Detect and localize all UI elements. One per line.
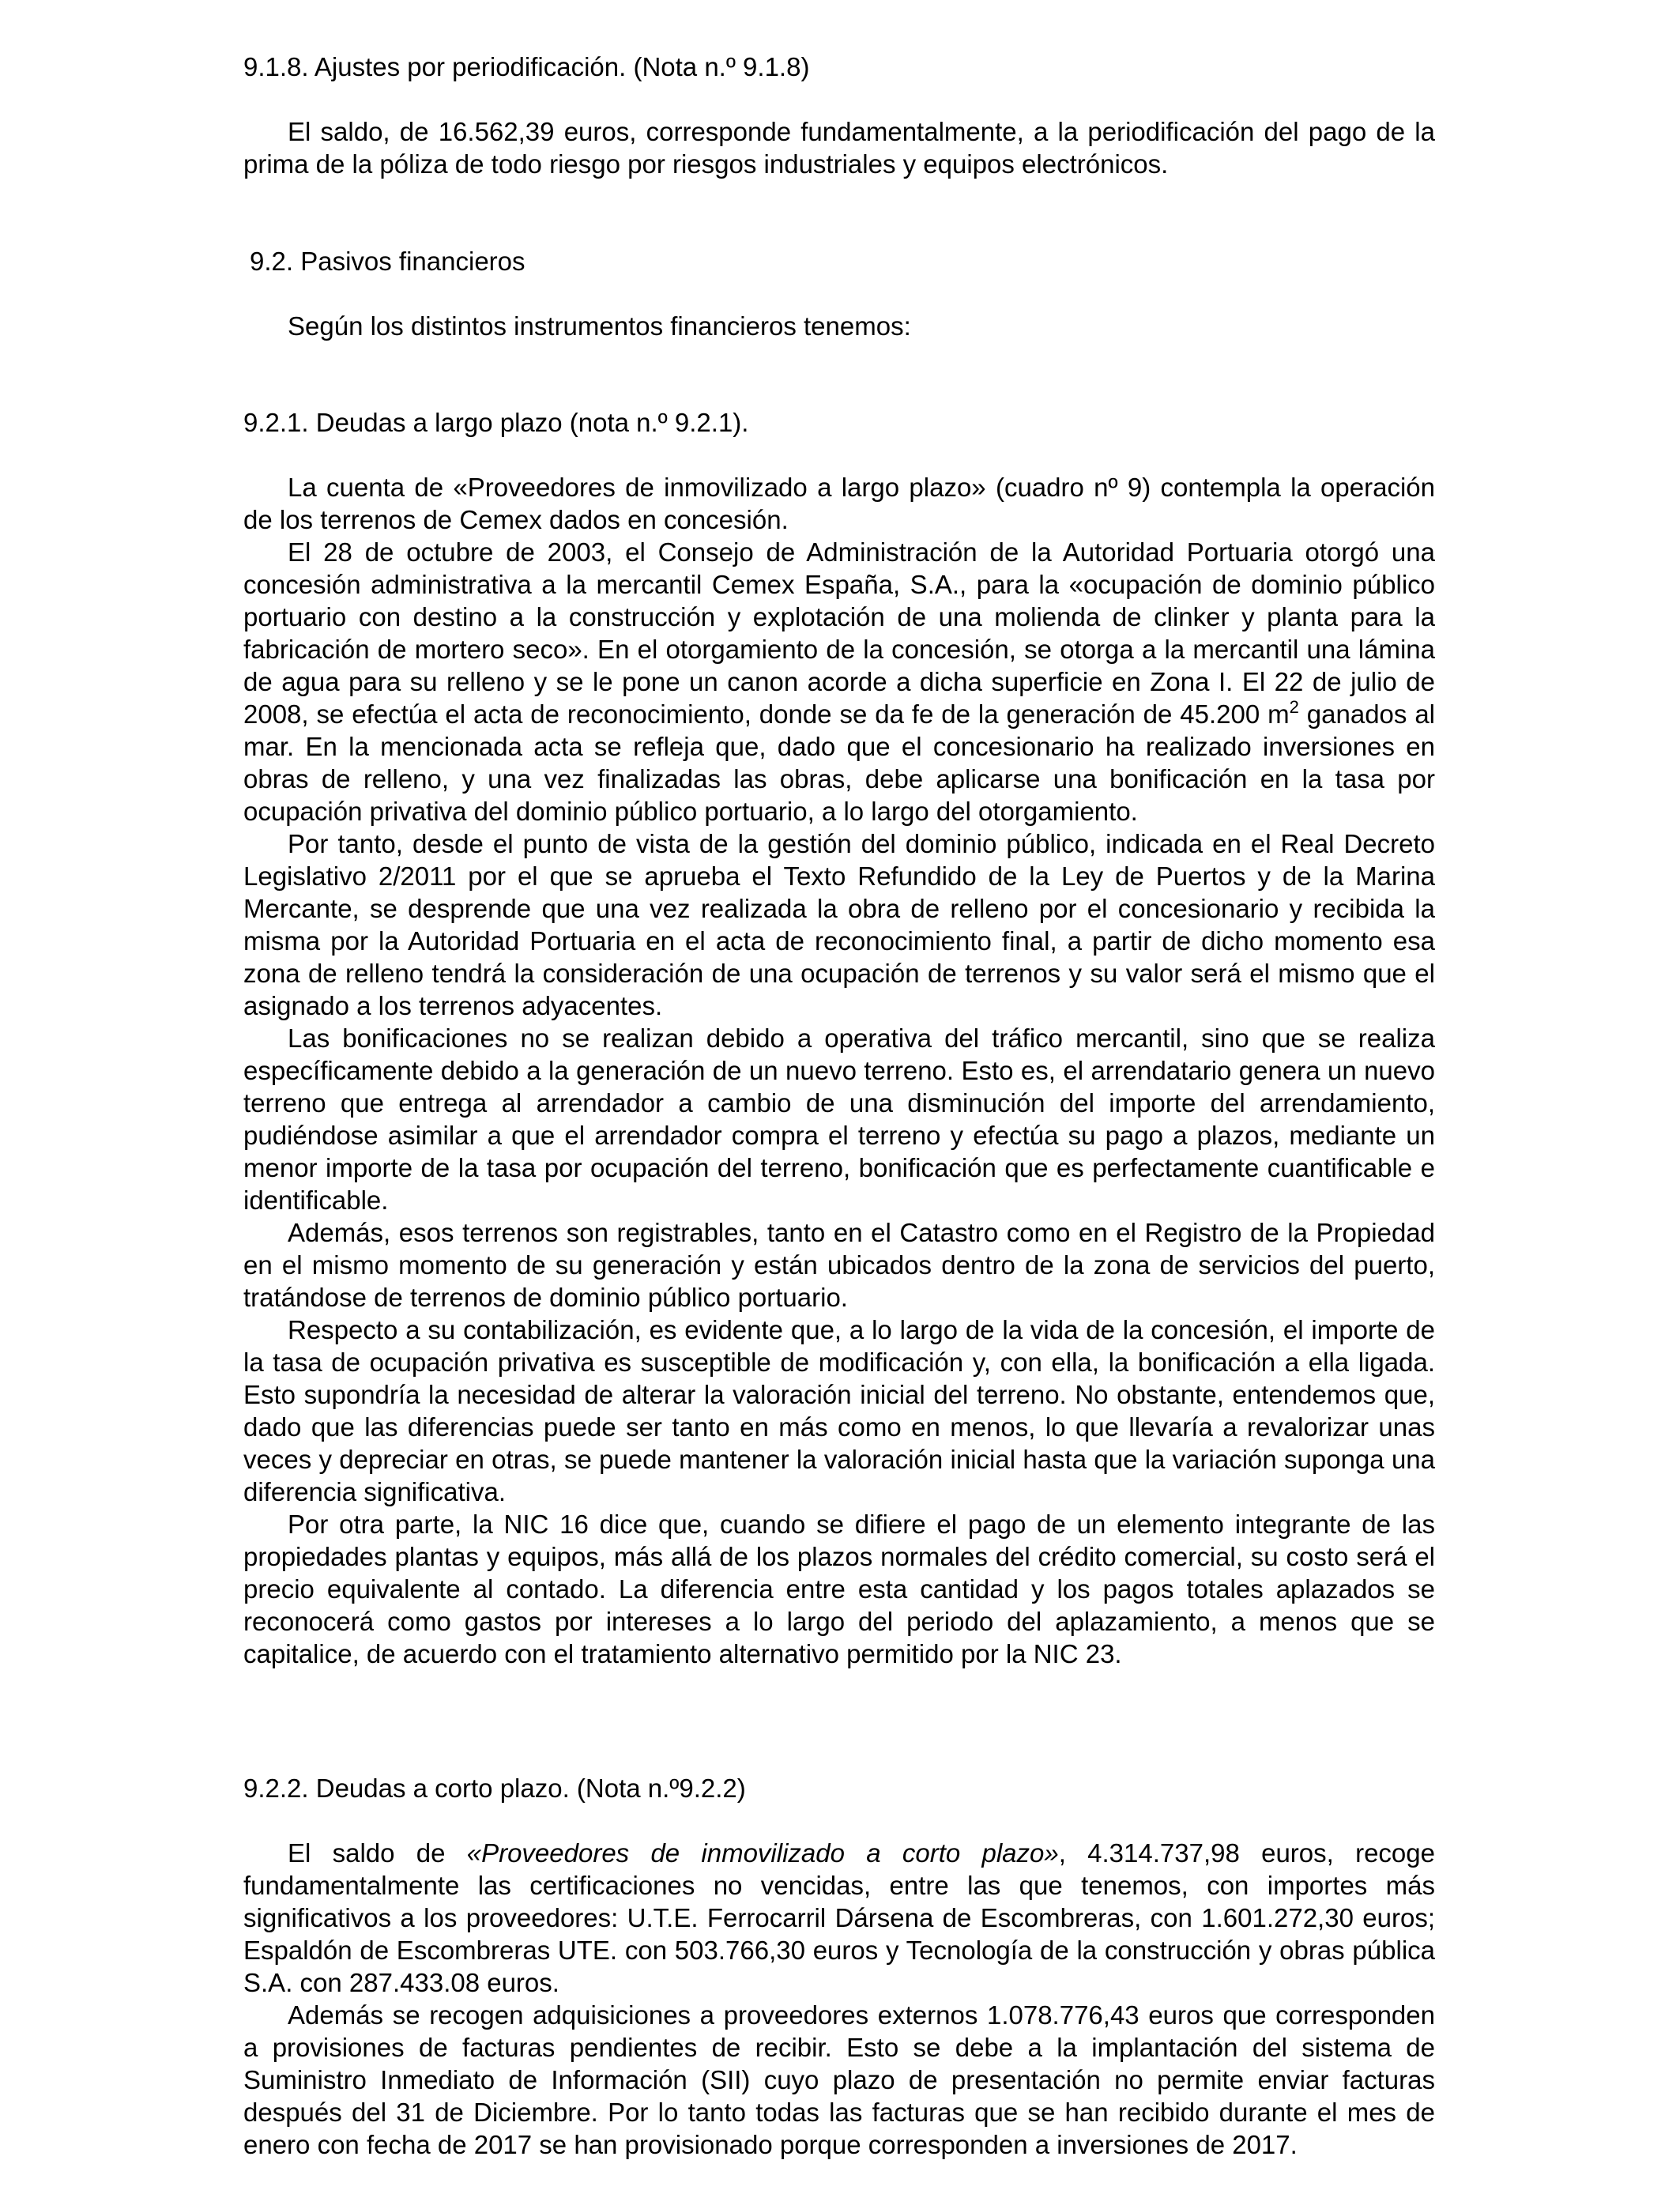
paragraph-nic-16: Por otra parte, la NIC 16 dice que, cuando se difiere el pago de un elemento integrante de las propiedades plantas y equipos, más allá de los plazos normales del crédito comercial, su costo será el precio equivalente al contado. La diferencia entre esta cantidad y los pagos totales aplazados se reconocerá como gastos por intereses a lo largo del periodo del aplazamiento, a menos que se capitalice, de acuerdo con el tratamiento alternativo permitido por la NIC 23.	[243, 1510, 1435, 1668]
paragraph-cemex-concesion	[243, 536, 1435, 827]
paragraph-proveedores-corto-plazo	[243, 1837, 1435, 1999]
section-9-2-1-body	[243, 471, 1435, 1670]
paragraph-gestion-dominio-publico: Por tanto, desde el punto de vista de la gestión del dominio público, indicada en el Real Decreto Legislativo 2/2011 por el que se aprueba el Texto Refundido de la Ley de Puertos y de la Marina Mercante, se desprende que una vez realizada la obra de relleno por el concesionario y recibida la misma por la Autoridad Portuaria en el acta de reconocimiento final, a partir de dicho momento esa zona de relleno tendrá la consideración de una ocupación de terrenos y su valor será el mismo que el asignado a los terrenos adyacentes.	[243, 829, 1435, 1020]
corto-plazo-text-a: El saldo de	[288, 1838, 467, 1868]
paragraph-9-2-intro: Según los distintos instrumentos financieros tenemos:	[288, 311, 911, 341]
heading-9-2: 9.2. Pasivos financieros	[250, 247, 525, 276]
corto-plazo-text-b: , 4.314.737,98 euros, recoge fundamentalmente las certificaciones no vencidas, entre las que tenemos, con importes más significativos a los proveedores: U.T.E. Ferrocarril Dársena de Escombreras, con 1.601.272,30 euros; Espaldón de Escombreras UTE. con 503.766,30 euros y Tecnología de la construcción y obras pública S.A. con 287.433.08 euros.	[243, 1838, 1435, 1997]
heading-9-1-8: 9.1.8. Ajustes por periodificación. (Nota n.º 9.1.8)	[243, 52, 810, 81]
paragraph-terrenos-registrables: Además, esos terrenos son registrables, tanto en el Catastro como en el Registro de la Propiedad en el mismo momento de su generación y están ubicados dentro de la zona de servicios del puerto, tratándose de terrenos de dominio público portuario.	[243, 1218, 1435, 1312]
cemex-text-b: ganados al mar. En la mencionada acta se refleja que, dado que el concesionario ha realizado inversiones en obras de relleno, y una vez finalizadas las obras, debe aplicarse una bonificación en la tasa por ocupación privativa del dominio público portuario, a lo largo del otorgamiento.	[243, 699, 1435, 826]
section-9-2-2-body	[243, 1837, 1435, 2161]
superscript-2: 2	[1289, 697, 1299, 717]
paragraph-bonificaciones: Las bonificaciones no se realizan debido a operativa del tráfico mercantil, sino que se realiza específicamente debido a la generación de un nuevo terreno. Esto es, el arrendatario genera un nuevo terreno que entrega al arrendador a cambio de una disminución del importe del arrendamiento, pudiéndose asimilar a que el arrendador compra el terreno y efectúa su pago a plazos, mediante un menor importe de la tasa por ocupación del terreno, bonificación que es perfectamente cuantificable e identificable.	[243, 1023, 1435, 1215]
corto-plazo-emphasis: «Proveedores de inmovilizado a corto plazo»	[466, 1838, 1059, 1868]
heading-9-2-1: 9.2.1. Deudas a largo plazo (nota n.º 9.2.1).	[243, 408, 749, 437]
paragraph-contabilizacion: Respecto a su contabilización, es evidente que, a lo largo de la vida de la concesión, el importe de la tasa de ocupación privativa es susceptible de modificación y, con ella, la bonificación a ella ligada. Esto supondría la necesidad de alterar la valoración inicial del terreno. No obstante, entendemos que, dado que las diferencias puede ser tanto en más como en menos, lo que llevaría a revalorizar unas veces y depreciar en otras, se puede mantener la valoración inicial hasta que la variación suponga una diferencia significativa.	[243, 1315, 1435, 1506]
heading-9-2-2: 9.2.2. Deudas a corto plazo. (Nota n.º9.2.2)	[243, 1774, 746, 1803]
cemex-text-a: El 28 de octubre de 2003, el Consejo de Administración de la Autoridad Portuaria otorgó una concesión administrativa a la mercantil Cemex España, S.A., para la «ocupación de dominio público portuario con destino a la construcción y explotación de una molienda de clinker y planta para la fabricación de mortero seco». En el otorgamiento de la concesión, se otorga a la mercantil una lámina de agua para su relleno y se le pone un canon acorde a dicha superficie en Zona I. El 22 de julio de 2008, se efectúa el acta de reconocimiento, donde se da fe de la generación de 45.200 m	[243, 537, 1435, 729]
paragraph-proveedores-externos: Además se recogen adquisiciones a proveedores externos 1.078.776,43 euros que corresponden a provisiones de facturas pendientes de recibir. Esto se debe a la implantación del sistema de Suministro Inmediato de Información (SII) cuyo plazo de presentación no permite enviar facturas después del 31 de Diciembre. Por lo tanto todas las facturas que se han recibido durante el mes de enero con fecha de 2017 se han provisionado porque corresponden a inversiones de 2017.	[243, 2000, 1435, 2159]
paragraph-proveedores-largo-plazo: La cuenta de «Proveedores de inmovilizado a largo plazo» (cuadro nº 9) contempla la operación de los terrenos de Cemex dados en concesión.	[243, 473, 1435, 534]
paragraph-9-1-8: El saldo, de 16.562,39 euros, corresponde fundamentalmente, a la periodificación del pago de la prima de la póliza de todo riesgo por riesgos industriales y equipos electrónicos.	[243, 117, 1435, 179]
